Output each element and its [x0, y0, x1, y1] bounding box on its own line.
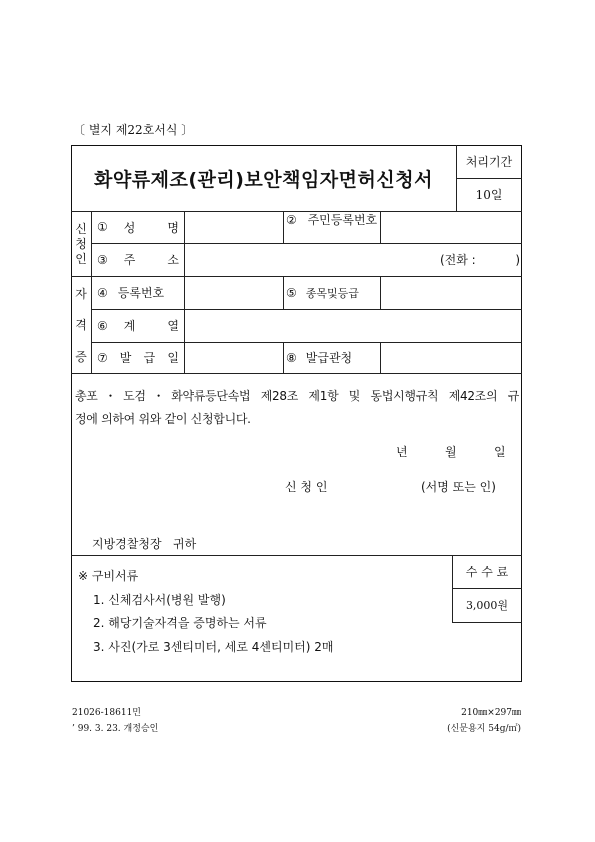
reg-number-input[interactable]: [185, 277, 282, 308]
lineage-label-cell: [93, 309, 183, 342]
rule-fee-bottom: [452, 622, 522, 623]
lineage-input[interactable]: [185, 310, 521, 341]
rrn-input[interactable]: [381, 212, 521, 242]
phone-close: ): [515, 252, 520, 267]
paper-size: 210㎜×297㎜: [461, 708, 521, 718]
grade-input[interactable]: [381, 277, 521, 308]
issue-date-char-2: 급: [143, 351, 156, 365]
recipient-label: 지방경찰청장 귀하: [92, 537, 197, 551]
lineage-label-char-2: 열: [167, 319, 179, 333]
rule-qual-bottom: [71, 373, 522, 374]
form-number-tag: 〔 별지 제22호서식 〕: [73, 123, 194, 137]
issue-date-number: ⑦: [97, 350, 108, 365]
issuing-office-label: 발급관청: [305, 351, 353, 365]
applicant-label-char-3: 인: [75, 251, 87, 266]
qual-label-char-1: 자: [75, 287, 87, 302]
issuing-office-label-cell: [286, 342, 379, 373]
issue-date-char-3: 일: [167, 351, 179, 365]
name-label-char-2: 명: [167, 220, 179, 235]
lineage-number: ⑥: [97, 318, 108, 333]
grade-label: 종목및등급: [305, 286, 359, 300]
documents-header: ※ 구비서류: [78, 569, 139, 583]
rule-rrn-left: [283, 211, 284, 243]
document-item-2: 2. 해당기술자격을 증명하는 서류: [93, 616, 267, 630]
issue-date-input[interactable]: [185, 343, 282, 372]
lineage-label-char-1: 계: [123, 319, 136, 333]
grade-label-cell: [286, 276, 379, 309]
grade-number: ⑤: [286, 285, 297, 300]
statement-line-2: 정에 의하여 위와 같이 신청합니다.: [75, 412, 251, 426]
reg-number-label-cell: [93, 276, 183, 309]
issuing-office-number: ⑧: [286, 350, 297, 365]
applicant-label-char-2: 청: [75, 236, 87, 251]
address-label-cell: [93, 243, 183, 276]
rrn-label-cell: [286, 213, 379, 242]
approval-note: ’ 99. 3. 23. 개정승인: [72, 724, 159, 734]
address-label-char-2: 소: [167, 253, 179, 267]
name-input[interactable]: [185, 212, 282, 242]
form-code: 21026-18611민: [72, 708, 141, 718]
issue-date-label-cell: [93, 342, 183, 373]
rule-section-label: [91, 211, 92, 373]
name-label-cell: [93, 211, 183, 243]
processing-value: 10일: [475, 188, 503, 202]
signature-label: (서명 또는 인): [421, 480, 496, 494]
processing-label: 처리기간: [465, 155, 513, 169]
form-title: 화약류제조(관리)보안책임자면허신청서: [94, 168, 433, 191]
date-month-label: 월: [445, 445, 457, 459]
issue-date-char-1: 발: [119, 351, 132, 365]
reg-number-label: 등록번호: [117, 286, 165, 300]
date-day-label: 일: [494, 445, 506, 459]
document-item-1: 1. 신체검사서(병원 발행): [93, 593, 226, 607]
applicant-section-label: [71, 213, 91, 275]
rule-grade-left: [283, 276, 284, 309]
qual-label-char-2: 격: [75, 318, 87, 333]
date-year-label: 년: [396, 445, 408, 459]
paper-spec: (신문용지 54g/㎡): [447, 724, 521, 734]
applicant-sign-label: 신 청 인: [285, 480, 328, 494]
qual-label-char-3: 증: [75, 349, 87, 364]
document-item-3: 3. 사진(가로 3센티미터, 세로 4센티미터) 2매: [93, 640, 334, 654]
statement-line-1: 총포・도검・화약류등단속법 제28조 제1항 및 동법시행규칙 제42조의 규: [75, 389, 519, 403]
qualification-section-label: [71, 278, 91, 372]
name-label-char-1: 성: [123, 220, 136, 235]
applicant-label-char-1: 신: [75, 221, 87, 236]
name-number: ①: [97, 220, 108, 234]
reg-number-num: ④: [97, 285, 108, 300]
fee-value: 3,000원: [465, 599, 509, 612]
phone-label: (전화 :: [440, 253, 476, 267]
rule-office-left: [283, 342, 284, 373]
address-label-char-1: 주: [123, 253, 136, 267]
phone-field[interactable]: [440, 243, 520, 276]
form-title-cell: [71, 145, 456, 211]
fee-label: 수 수 료: [465, 565, 509, 579]
address-number: ③: [97, 252, 108, 267]
rrn-label: 주민등록번호: [307, 213, 378, 227]
rrn-number: ②: [286, 213, 297, 227]
address-input[interactable]: [185, 244, 435, 275]
issuing-office-input[interactable]: [381, 343, 521, 372]
